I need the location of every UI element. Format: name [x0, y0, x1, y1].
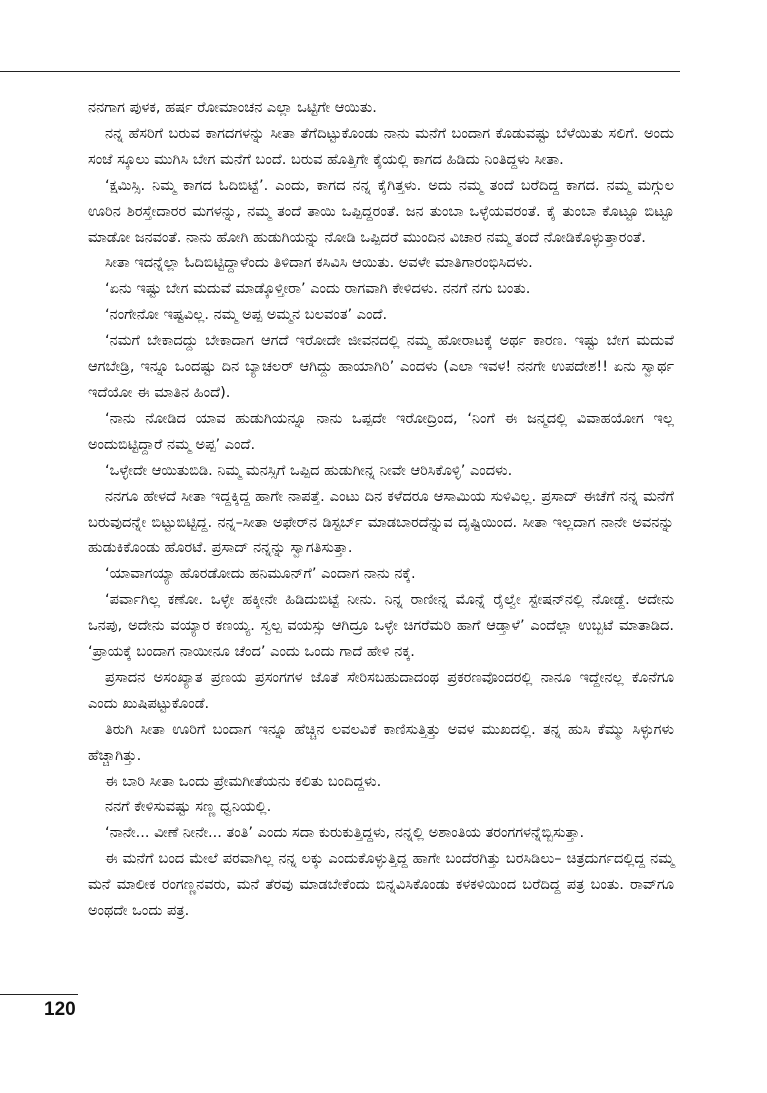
body-text [88, 96, 674, 925]
paragraph: ‘ಯಾವಾಗಯ್ಯಾ ಹೊರಡೋದು ಹನಿಮೂನ್‌ಗೆ’ ಎಂದಾಗ ನಾನು ನಕ್ಕೆ. [105, 566, 416, 583]
paragraph: ನನ್ನ ಹೆಸರಿಗೆ ಬರುವ ಕಾಗದಗಳನ್ನು ಸೀತಾ ತೆಗೆದಿಟ್ಟುಕೊಂಡು ನಾನು ಮನೆಗೆ ಬಂದಾಗ ಕೊಡುವಷ್ಟು ಬೆಳೆಯಿತು ಸಲಿಗೆ. ಅಂದು ಸಂಜೆ ಸ್ಕೂಲು ಮುಗಿಸಿ ಬೇಗ ಮನೆಗೆ ಬಂದೆ. ಬರುವ ಹೊತ್ತಿಗೇ ಕೈಯಲ್ಲಿ ಕಾಗದ ಹಿಡಿದು ನಿಂತಿದ್ದಳು ಸೀತಾ. [88, 125, 674, 168]
paragraph: ‘ಪರ್ವಾಗಿಲ್ಲ ಕಣೋ. ಒಳ್ಳೇ ಹಕ್ಕೀನೇ ಹಿಡಿದುಬಿಟ್ಟೆ ನೀನು. ನಿನ್ನ ರಾಣೀನ್ನ ಮೊನ್ನೆ ರೈಲ್ವೇ ಸ್ಟೇಷನ್‌ನಲ್ಲಿ ನೋಡ್ದೆ. ಅದೇನು ಒನಪು, ಅದೇನು ವಯ್ಯಾರ ಕಣಯ್ಯ. ಸ್ವಲ್ಪ ವಯಸ್ಸು ಆಗಿದ್ರೂ ಒಳ್ಳೇ ಚಿಗರೆಮರಿ ಹಾಗೆ ಆಡ್ತಾಳೆ’ ಎಂದೆಲ್ಲಾ ಉಬ್ಬಟೆ ಮಾತಾಡಿದ. ‘ಪ್ರಾಯಕ್ಕೆ ಬಂದಾಗ ನಾಯೀನೂ ಚೆಂದ’ ಎಂದು ಒಂದು ಗಾದೆ ಹೇಳಿ ನಕ್ಕ. [88, 592, 674, 661]
paragraph: ನನಗೂ ಹೇಳದೆ ಸೀತಾ ಇದ್ದಕ್ಕಿದ್ದ ಹಾಗೇ ನಾಪತ್ತೆ. ಎಂಟು ದಿನ ಕಳೆದರೂ ಆಸಾಮಿಯ ಸುಳಿವಿಲ್ಲ. ಪ್ರಸಾದ್ ಈಚೆಗೆ ನನ್ನ ಮನೆಗೆ ಬರುವುದನ್ನೇ ಬಿಟ್ಟುಬಿಟ್ಟಿದ್ದ. ನನ್ನ–ಸೀತಾ ಅಫೇರ್‌ನ ಡಿಸ್ಟರ್ಬ್ ಮಾಡಬಾರದೆನ್ನುವ ದೃಷ್ಟಿಯಿಂದ. ಸೀತಾ ಇಲ್ಲದಾಗ ನಾನೇ ಅವನನ್ನು ಹುಡುಕಿಕೊಂಡು ಹೊರಟೆ. ಪ್ರಸಾದ್ ನನ್ನನ್ನು ಸ್ವಾಗತಿಸುತ್ತಾ. [88, 488, 674, 557]
top-rule [0, 71, 680, 72]
paragraph: ಪ್ರಸಾದನ ಅಸಂಖ್ಯಾತ ಪ್ರಣಯ ಪ್ರಸಂಗಗಳ ಜೊತೆ ಸೇರಿಸಬಹುದಾದಂಥ ಪ್ರಕರಣವೊಂದರಲ್ಲಿ ನಾನೂ ಇದ್ದೇನಲ್ಲ ಕೊನೆಗೂ ಎಂದು ಖುಷಿಪಟ್ಟುಕೊಂಡೆ. [88, 669, 674, 712]
paragraph: ‘ನಂಗೇನೋ ಇಷ್ಟವಿಲ್ಲ. ನಮ್ಮ ಅಪ್ಪ ಅಮ್ಮನ ಬಲವಂತ’ ಎಂದೆ. [105, 307, 388, 324]
paragraph: ‘ನಮಗೆ ಬೇಕಾದದ್ದು ಬೇಕಾದಾಗ ಆಗದೆ ಇರೋದೇ ಜೀವನದಲ್ಲಿ ನಮ್ಮ ಹೋರಾಟಕ್ಕೆ ಅರ್ಥ ಕಾರಣ. ಇಷ್ಟು ಬೇಗ ಮದುವೆ ಆಗಬೇಡ್ರಿ, ಇನ್ನೂ ಒಂದಷ್ಟು ದಿನ ಬ್ಯಾಚಲರ್ ಆಗಿದ್ದು ಹಾಯಾಗಿರಿ’ ಎಂದಳು (ಎಲಾ ಇವಳ! ನನಗೇ ಉಪದೇಶ!! ಏನು ಸ್ವಾರ್ಥ ಇದೆಯೋ ಈ ಮಾತಿನ ಹಿಂದೆ). [88, 333, 674, 401]
footer-rule [0, 994, 78, 995]
paragraph: ‘ಒಳ್ಳೇದೇ ಆಯಿತುಬಿಡಿ. ನಿಮ್ಮ ಮನಸ್ಸಿಗೆ ಒಪ್ಪಿದ ಹುಡುಗೀನ್ನ ನೀವೇ ಆರಿಸಿಕೊಳ್ಳಿ’ ಎಂದಳು. [105, 462, 513, 479]
paragraph: ಸೀತಾ ಇದನ್ನೆಲ್ಲಾ ಓದಿಬಿಟ್ಟಿದ್ದಾಳೆಂದು ತಿಳಿದಾಗ ಕಸಿವಿಸಿ ಆಯಿತು. ಅವಳೇ ಮಾತಿಗಾರಂಭಿಸಿದಳು. [105, 255, 533, 272]
paragraph: ‘ನಾನೇ... ವೀಣೆ ನೀನೇ... ತಂತಿ’ ಎಂದು ಸದಾ ಕುರುಕುತ್ತಿದ್ದಳು, ನನ್ನಲ್ಲಿ ಅಶಾಂತಿಯ ತರಂಗಗಳನ್ನೆಬ್ಬಿಸುತ್ತಾ. [105, 825, 585, 842]
paragraph: ಈ ಬಾರಿ ಸೀತಾ ಒಂದು ಪ್ರೇಮಗೀತೆಯನು ಕಲಿತು ಬಂದಿದ್ದಳು. [105, 773, 382, 790]
paragraph: ‘ಕ್ಷಮಿಸ್ಸಿ. ನಿಮ್ಮ ಕಾಗದ ಓದಿಬಿಟ್ಟೆ’. ಎಂದು, ಕಾಗದ ನನ್ನ ಕೈಗಿತ್ತಳು. ಅದು ನಮ್ಮ ತಂದೆ ಬರೆದಿದ್ದ ಕಾಗದ. ನಮ್ಮ ಮಗ್ಗುಲ ಊರಿನ ಶಿರಸ್ತೇದಾರರ ಮಗಳನ್ನು, ನಮ್ಮ ತಂದೆ ತಾಯಿ ಒಪ್ಪಿದ್ದರಂತೆ. ಜನ ತುಂಬಾ ಒಳ್ಳೆಯವರಂತೆ. ಕೈ ತುಂಬಾ ಕೊಟ್ಟೂ ಬಿಟ್ಟೂ ಮಾಡೋ ಜನವಂತೆ. ನಾನು ಹೋಗಿ ಹುಡುಗಿಯನ್ನು ನೋಡಿ ಒಪ್ಪಿದರೆ ಮುಂದಿನ ವಿಚಾರ ನಮ್ಮ ತಂದೆ ನೋಡಿಕೊಳ್ಳುತ್ತಾರಂತೆ. [88, 177, 674, 246]
page-number: 120 [44, 999, 76, 1020]
paragraph: ಈ ಮನೆಗೆ ಬಂದ ಮೇಲೆ ಪರವಾಗಿಲ್ಲ ನನ್ನ ಲಕ್ಕು ಎಂದುಕೊಳ್ಳುತ್ತಿದ್ದ ಹಾಗೇ ಬಂದೆರಗಿತ್ತು ಬರಸಿಡಿಲು– ಚಿತ್ರದುರ್ಗದಲ್ಲಿದ್ದ ನಮ್ಮ ಮನೆ ಮಾಲೀಕ ರಂಗಣ್ಣನವರು, ಮನೆ ತೆರವು ಮಾಡಬೇಕೆಂದು ಬಿನ್ನವಿಸಿಕೊಂಡು ಕಳಕಳಿಯಿಂದ ಬರೆದಿದ್ದ ಪತ್ರ ಬಂತು. ರಾವ್‌ಗೂ ಅಂಥದೇ ಒಂದು ಪತ್ರ. [88, 851, 674, 920]
paragraph: ‘ಏನು ಇಷ್ಟು ಬೇಗ ಮದುವೆ ಮಾಡ್ಕೊಳ್ತೀರಾ’ ಎಂದು ರಾಗವಾಗಿ ಕೇಳಿದಳು. ನನಗೆ ನಗು ಬಂತು. [105, 281, 531, 298]
paragraph: ನನಗಾಗ ಪುಳಕ, ಹರ್ಷ ರೋಮಾಂಚನ ಎಲ್ಲಾ ಒಟ್ಟಿಗೇ ಆಯಿತು. [88, 100, 377, 116]
paragraph: ‘ನಾನು ನೋಡಿದ ಯಾವ ಹುಡುಗಿಯನ್ನೂ ನಾನು ಒಪ್ಪದೇ ಇರೋದ್ರಿಂದ, ‘ನಿಂಗೆ ಈ ಜನ್ಮದಲ್ಲಿ ವಿವಾಹಯೋಗ ಇಲ್ಲ ಅಂದುಬಿಟ್ಟಿದ್ದಾರೆ ನಮ್ಮ ಅಪ್ಪ’ ಎಂದೆ. [88, 410, 674, 453]
paragraph: ನನಗೆ ಕೇಳಿಸುವಷ್ಟು ಸಣ್ಣ ಧ್ವನಿಯಲ್ಲಿ. [105, 799, 272, 816]
paragraph: ತಿರುಗಿ ಸೀತಾ ಊರಿಗೆ ಬಂದಾಗ ಇನ್ನೂ ಹೆಚ್ಚಿನ ಲವಲವಿಕೆ ಕಾಣಿಸುತ್ತಿತ್ತು ಅವಳ ಮುಖದಲ್ಲಿ. ತನ್ನ ಹುಸಿ ಕೆಮ್ಮು ಸಿಳ್ಳುಗಳು ಹೆಚ್ಚಾಗಿತ್ತು. [88, 721, 674, 764]
